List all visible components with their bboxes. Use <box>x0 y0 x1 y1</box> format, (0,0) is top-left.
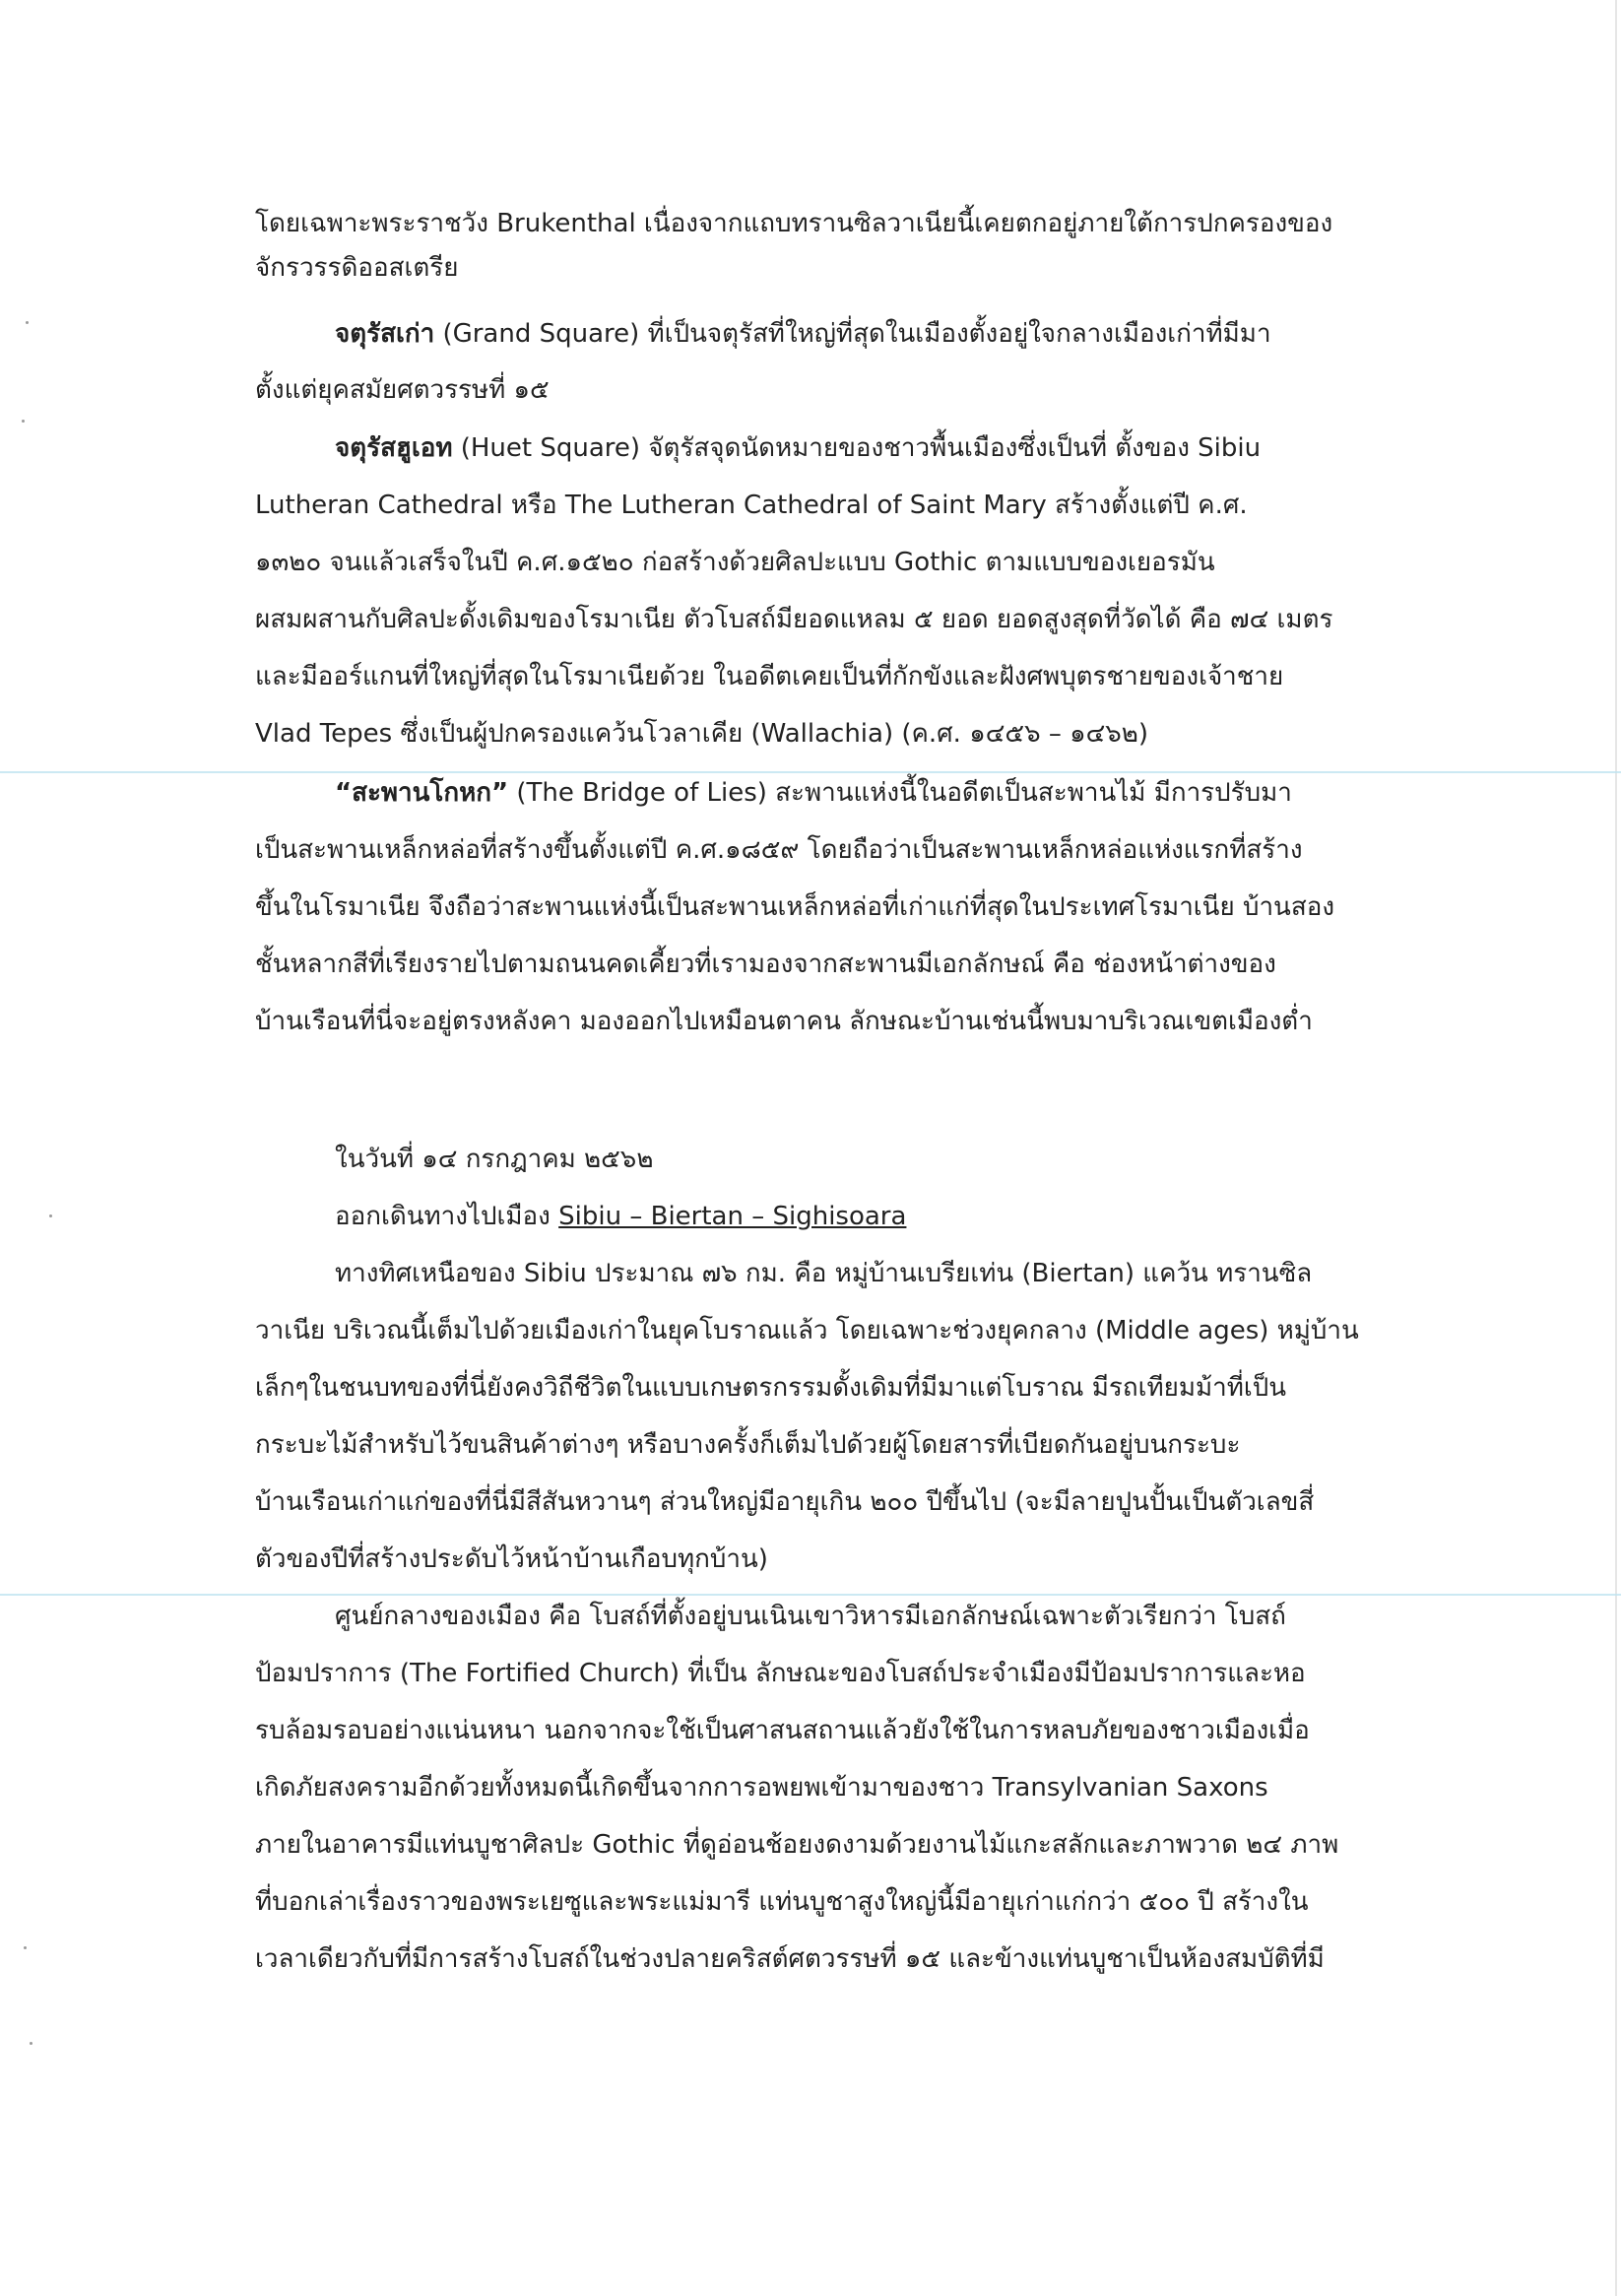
paragraph-line: เวลาเดียวกับที่มีการสร้างโบสถ์ในช่วงปลายคริสต์ศตวรรษที่ ๑๕ และข้างแท่นบูชาเป็นห้องสมบัติที่มี <box>255 1944 1325 1974</box>
scan-artifact-line <box>0 1594 1621 1596</box>
text-run: (Huet Square) จัตุรัสจุดนัดหมายของชาวพื้นเมืองซึ่งเป็นที่ ตั้งของ Sibiu <box>452 433 1262 463</box>
paragraph-line: ภายในอาคารมีแท่นบูชาศิลปะ Gothic ที่ดูอ่อนช้อยงดงามด้วยงานไม้แกะสลักและภาพวาด ๒๔ ภาพ <box>255 1830 1339 1860</box>
heading-bridge-of-lies: “สะพานโกหก” <box>335 778 509 808</box>
paragraph-line: Lutheran Cathedral หรือ The Lutheran Cathedral of Saint Mary สร้างตั้งแต่ปี ค.ศ. <box>255 491 1248 520</box>
paragraph-line: วาเนีย บริเวณนี้เต็มไปด้วยเมืองเก่าในยุคโบราณแล้ว โดยเฉพาะช่วงยุคกลาง (Middle ages) หมู่บ้าน <box>255 1316 1359 1345</box>
paragraph-line: รบล้อมรอบอย่างแน่นหนา นอกจากจะใช้เป็นศาสนสถานแล้วยังใช้ในการหลบภัยของชาวเมืองเมื่อ <box>255 1716 1310 1745</box>
paragraph-line: จักรวรรดิออสเตรีย <box>255 253 459 283</box>
paragraph-line: เล็กๆในชนบทของที่นี่ยังคงวิถีชีวิตในแบบเกษตรกรรมดั้งเดิมที่มีมาแต่โบราณ มีรถเทียมม้าที่เป็น <box>255 1373 1287 1403</box>
scan-edge-line <box>1615 0 1617 2296</box>
paragraph-line: ศูนย์กลางของเมือง คือ โบสถ์ที่ตั้งอยู่บนเนินเขาวิหารมีเอกลักษณ์เฉพาะตัวเรียกว่า โบสถ์ <box>335 1602 1286 1631</box>
paragraph-line: ขึ้นในโรมาเนีย จึงถือว่าสะพานแห่งนี้เป็นสะพานเหล็กหล่อที่เก่าแก่ที่สุดในประเทศโรมาเนีย บ้านสอง <box>255 892 1335 922</box>
heading-grand-square: จตุรัสเก่า <box>335 319 435 349</box>
paragraph-line: ทางทิศเหนือของ Sibiu ประมาณ ๗๖ กม. คือ หมู่บ้านเบรียเท่น (Biertan) แคว้น ทรานซิล <box>335 1259 1313 1288</box>
paragraph-line: บ้านเรือนเก่าแก่ของที่นี่มีสีสันหวานๆ ส่วนใหญ่มีอายุเกิน ๒๐๐ ปีขึ้นไป (จะมีลายปูนปั้นเป็นตัวเลขสี่ <box>255 1487 1315 1517</box>
paragraph-line: Vlad Tepes ซึ่งเป็นผู้ปกครองแคว้นโวลาเคีย (Wallachia) (ค.ศ. ๑๔๕๖ – ๑๔๖๒) <box>255 719 1149 749</box>
paragraph-line: โดยเฉพาะพระราชวัง Brukenthal เนื่องจากแถบทรานซิลวาเนียนี้เคยตกอยู่ภายใต้การปกครองของ <box>255 209 1333 238</box>
paragraph-line: ๑๓๒๐ จนแล้วเสร็จในปี ค.ศ.๑๕๒๐ ก่อสร้างด้วยศิลปะแบบ Gothic ตามแบบของเยอรมัน <box>255 548 1215 577</box>
paragraph-line: ผสมผสานกับศิลปะดั้งเดิมของโรมาเนีย ตัวโบสถ์มียอดแหลม ๕ ยอด ยอดสูงสุดที่วัดได้ คือ ๗๔ เมตร <box>255 605 1333 634</box>
heading-huet-square: จตุรัสฮูเอท <box>335 433 453 463</box>
paragraph-line <box>335 319 1271 349</box>
route-line <box>335 1202 906 1231</box>
paragraph-line: เป็นสะพานเหล็กหล่อที่สร้างขึ้นตั้งแต่ปี ค.ศ.๑๘๕๙ โดยถือว่าเป็นสะพานเหล็กหล่อแห่งแรกที่สร้าง <box>255 835 1303 865</box>
paragraph-line <box>335 778 1292 808</box>
scan-speck <box>49 1214 52 1217</box>
paragraph-line: บ้านเรือนที่นี่จะอยู่ตรงหลังคา มองออกไปเหมือนตาคน ลักษณะบ้านเช่นนี้พบมาบริเวณเขตเมืองต่ำ <box>255 1007 1313 1036</box>
date-line: ในวันที่ ๑๔ กรกฎาคม ๒๕๖๒ <box>335 1145 654 1174</box>
paragraph-line: เกิดภัยสงครามอีกด้วยทั้งหมดนี้เกิดขึ้นจากการอพยพเข้ามาของชาว Transylvanian Saxons <box>255 1773 1268 1803</box>
paragraph-line: กระบะไม้สำหรับไว้ขนสินค้าต่างๆ หรือบางครั้งก็เต็มไปด้วยผู้โดยสารที่เบียดกันอยู่บนกระบะ <box>255 1430 1241 1460</box>
paragraph-line <box>335 433 1261 463</box>
text-run: ออกเดินทางไปเมือง <box>335 1202 559 1231</box>
paragraph-line: ที่บอกเล่าเรื่องราวของพระเยซูและพระแม่มารี แท่นบูชาสูงใหญ่นี้มีอายุเก่าแก่กว่า ๕๐๐ ปี สร้างใน <box>255 1887 1309 1917</box>
text-run: (The Bridge of Lies) สะพานแห่งนี้ในอดีตเป็นสะพานไม้ มีการปรับมา <box>508 778 1292 808</box>
paragraph-line: ตั้งแต่ยุคสมัยศตวรรษที่ ๑๕ <box>255 375 550 405</box>
paragraph-line: ตัวของปีที่สร้างประดับไว้หน้าบ้านเกือบทุกบ้าน) <box>255 1544 768 1574</box>
scan-speck <box>24 1946 27 1949</box>
text-run: (Grand Square) ที่เป็นจตุรัสที่ใหญ่ที่สุดในเมืองตั้งอยู่ใจกลางเมืองเก่าที่มีมา <box>434 319 1271 349</box>
scan-speck <box>22 420 25 423</box>
paragraph-line: ป้อมปราการ (The Fortified Church) ที่เป็น ลักษณะของโบสถ์ประจำเมืองมีป้อมปราการและหอ <box>255 1659 1306 1688</box>
paragraph-line: ชั้นหลากสีที่เรียงรายไปตามถนนคดเคี้ยวที่เรามองจากสะพานมีเอกลักษณ์ คือ ช่องหน้าต่างของ <box>255 950 1276 979</box>
scan-speck <box>30 2042 32 2045</box>
route-cities: Sibiu – Biertan – Sighisoara <box>558 1202 907 1231</box>
paragraph-line: และมีออร์แกนที่ใหญ่ที่สุดในโรมาเนียด้วย ในอดีตเคยเป็นที่กักขังและฝังศพบุตรชายของเจ้าชาย <box>255 662 1284 691</box>
scan-artifact-line <box>0 771 1621 773</box>
scan-speck <box>26 321 29 324</box>
